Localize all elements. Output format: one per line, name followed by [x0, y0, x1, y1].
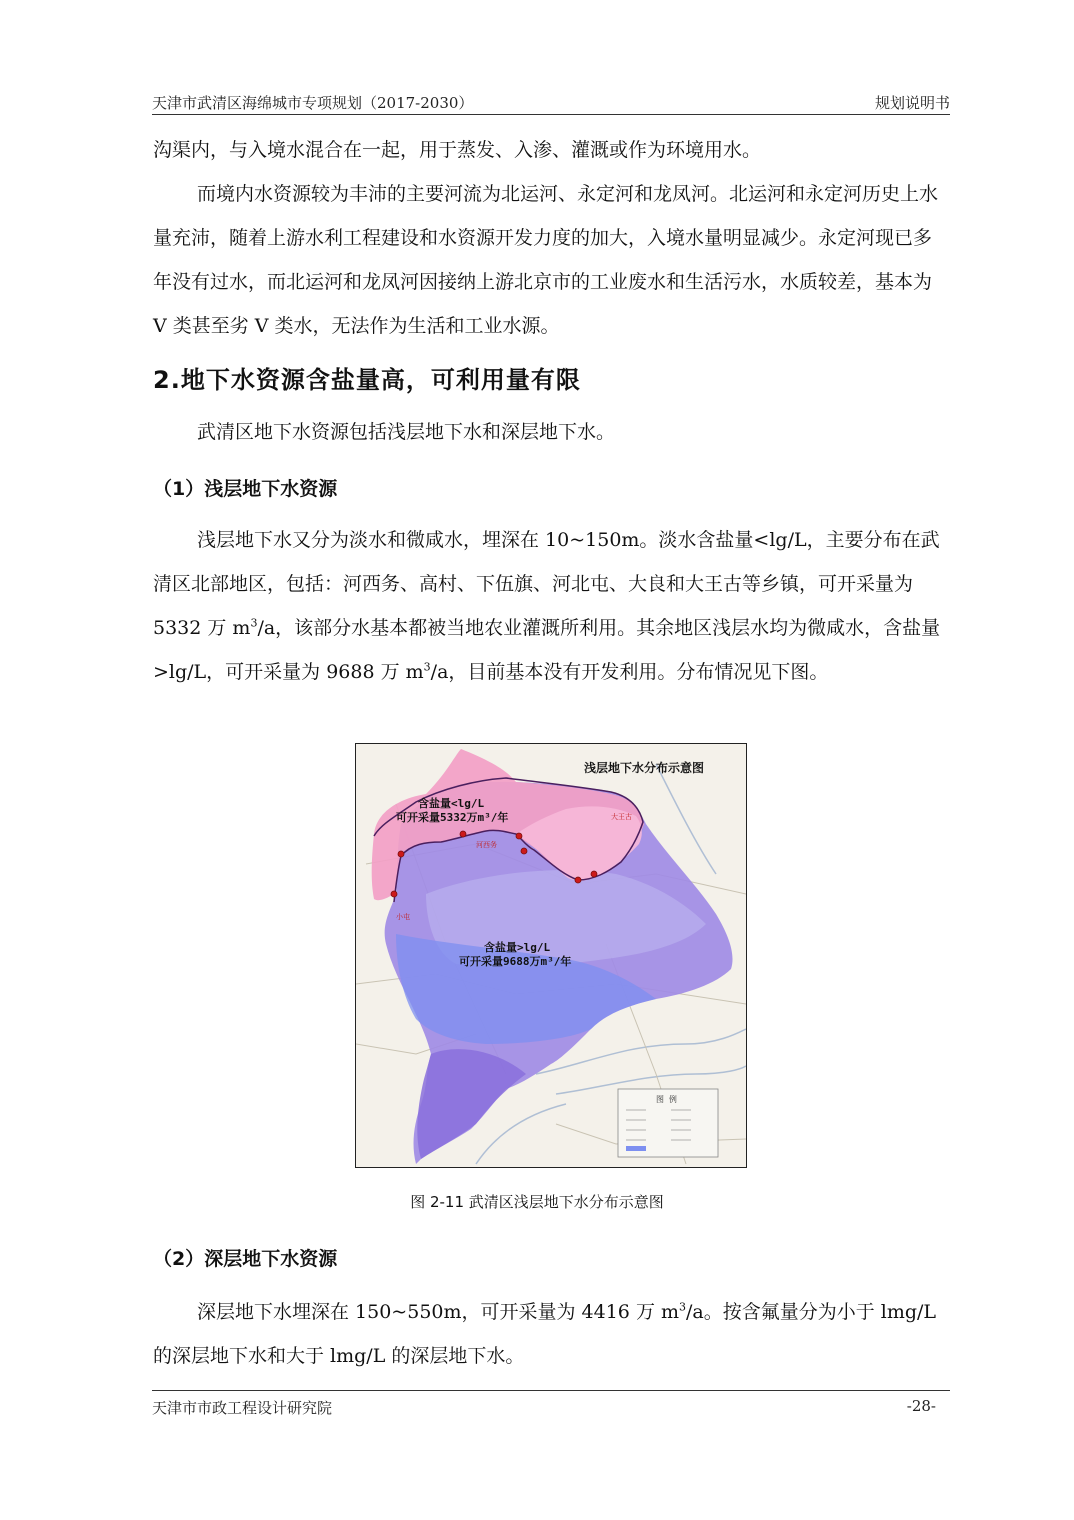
paragraph-continuation: 沟渠内，与入境水混合在一起，用于蒸发、入渗、灌溉或作为环境用水。 [153, 139, 762, 161]
section-intro: 武清区地下水资源包括浅层地下水和深层地下水。 [197, 421, 616, 443]
page-number: -28- [906, 1397, 936, 1415]
groundwater-map-figure [355, 743, 747, 1168]
section-intro-block [153, 410, 949, 454]
subsection-heading-deep: （2）深层地下水资源 [153, 1248, 338, 1270]
page-header [152, 92, 950, 115]
header-title: 天津市武清区海绵城市专项规划（2017-2030） [152, 94, 474, 112]
subsection-heading-shallow: （1）浅层地下水资源 [153, 478, 338, 500]
brackish-zone-yield: 可开采量9688万m³/年 [459, 955, 572, 968]
legend-title: 图 例 [656, 1095, 677, 1104]
shallow-text-b: /a，该部分水基本都被当地农业灌溉所利用。其余地区浅层水均为微咸水，含盐量>lg/L，可开采量为 9688 万 m [153, 617, 941, 683]
footer-org: 天津市市政工程设计研究院 [152, 1399, 333, 1417]
section-heading: 2.地下水资源含盐量高，可利用量有限 [153, 366, 581, 394]
deep-paragraph-block [153, 1290, 949, 1378]
svg-text:河西务: 河西务 [476, 841, 497, 849]
superscript: 3 [679, 1300, 686, 1314]
deep-paragraph [153, 1290, 949, 1378]
deep-text-b: /a。按含氟量分为小于 lmg/L 的深层地下水和大于 lmg/L 的深层地下水。 [153, 1301, 937, 1367]
shallow-text-a: 浅层地下水又分为淡水和微咸水，埋深在 10~150m。淡水含盐量<lg/L，主要分布在武清区北部地区，包括：河西务、高村、下伍旗、河北屯、大良和大王古等乡镇，可开采量为 5332 万 m [153, 529, 940, 639]
body-block-1 [153, 128, 949, 348]
shallow-paragraph-block [153, 518, 949, 694]
map-legend [618, 1089, 718, 1157]
fresh-zone-yield: 可开采量5332万m³/年 [396, 811, 509, 824]
deep-text-a: 深层地下水埋深在 150~550m，可开采量为 4416 万 m [197, 1301, 679, 1323]
fresh-zone-salinity: 含盐量<lg/L [418, 797, 485, 810]
svg-text:大王古: 大王古 [611, 813, 632, 821]
superscript: 3 [423, 660, 431, 674]
groundwater-map [356, 744, 746, 1167]
figure-caption: 图 2-11 武清区浅层地下水分布示意图 [410, 1193, 664, 1211]
paragraph-rivers: 而境内水资源较为丰沛的主要河流为北运河、永定河和龙凤河。北运河和永定河历史上水量充沛，随着上游水利工程建设和水资源开发力度的加大，入境水量明显减少。永定河现已多年没有过水，而北运河和龙凤河因接纳上游北京市的工业废水和生活污水，水质较差，基本为 V 类甚至劣 V 类水，无法作为生活和工业水源。 [153, 183, 939, 337]
superscript: 3 [250, 616, 258, 630]
svg-text:小屯: 小屯 [396, 913, 410, 921]
page-footer [152, 1390, 950, 1415]
header-doc-type: 规划说明书 [874, 94, 950, 112]
brackish-zone-salinity: 含盐量>lg/L [484, 941, 551, 954]
shallow-paragraph [153, 518, 949, 694]
map-title: 浅层地下水分布示意图 [584, 761, 705, 775]
shallow-text-c: /a，目前基本没有开发利用。分布情况见下图。 [430, 661, 829, 683]
